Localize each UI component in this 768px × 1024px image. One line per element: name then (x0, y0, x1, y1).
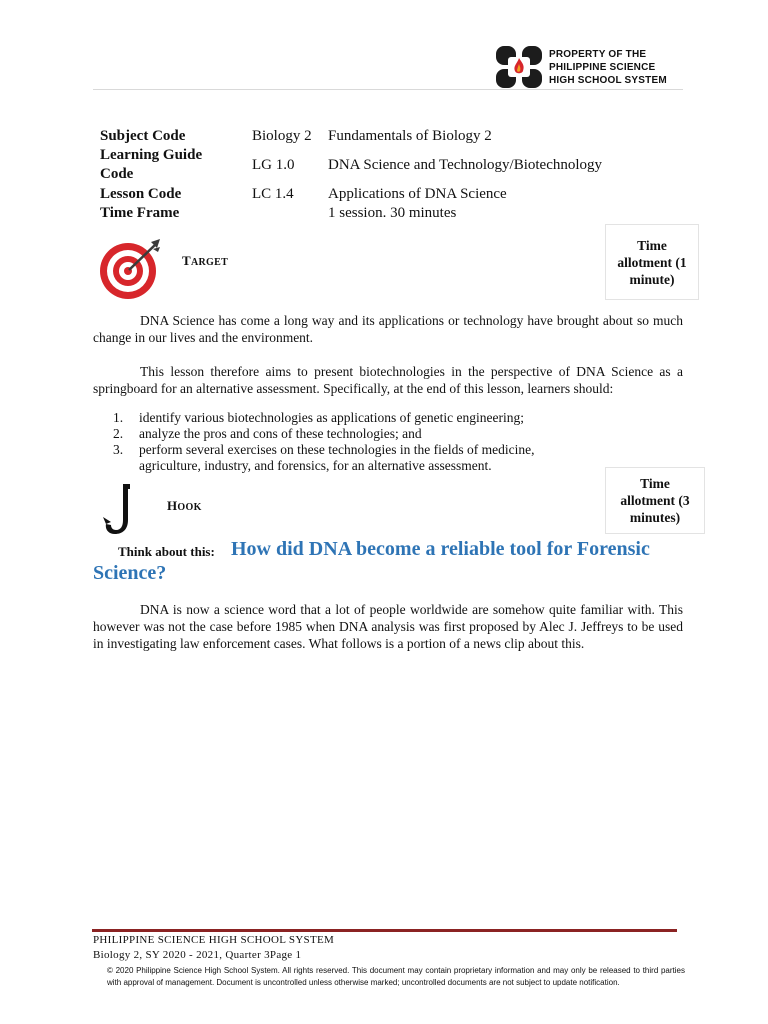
list-item (93, 426, 683, 442)
footer-divider (92, 929, 677, 932)
section-title-hook (167, 498, 202, 514)
info-label: Subject Code (100, 128, 186, 144)
list-item (93, 442, 683, 474)
paragraph-text: This lesson therefore aims to present biotechnologies in the perspective of DNA Science as a springboard for an alternative assessment. Specifically, at the end of this lesson, learners should: (93, 364, 683, 396)
paragraph-text: DNA is now a science word that a lot of people worldwide are somehow quite familiar with. This however was not the case before 1985 when DNA analysis was first proposed by Alec J. Jeffreys to be used in investigating law enforcement cases. What follows is a portion of a news clip about this. (93, 602, 683, 651)
logo-line-1: PROPERTY OF THE (549, 49, 647, 60)
list-item (93, 410, 683, 426)
objectives-list (93, 410, 683, 474)
info-code: LG 1.0 (252, 157, 295, 173)
list-number: 2. (113, 426, 124, 441)
body-paragraph (93, 601, 683, 652)
title-rest: ARGET (190, 257, 229, 268)
info-description: Applications of DNA Science (328, 186, 507, 202)
info-label: Learning Guide Code (100, 147, 203, 182)
logo-caption (549, 48, 699, 87)
intro-paragraph-2 (93, 363, 683, 397)
section-title-target (182, 253, 228, 269)
time-allotment-hook: Time allotment (3 minutes) (605, 467, 705, 534)
footer-page-info: Biology 2, SY 2020 - 2021, Quarter 3Page 1 (93, 949, 302, 961)
guiding-question: How did DNA become a reliable tool for Forensic Science? (93, 538, 650, 584)
list-number: 3. (113, 442, 124, 457)
think-label: Think about this: (118, 544, 215, 559)
paragraph-text: DNA Science has come a long way and its applications or technology have brought about so much change in our lives and the environment. (93, 313, 683, 345)
footer-school-name: PHILIPPINE SCIENCE HIGH SCHOOL SYSTEM (93, 934, 335, 946)
title-rest: OOK (177, 502, 202, 513)
info-label: Time Frame (100, 205, 180, 221)
intro-paragraph-1 (93, 312, 683, 346)
list-text: analyze the pros and cons of these technologies; and (139, 426, 422, 441)
info-code: Biology 2 (252, 128, 312, 144)
list-number: 1. (113, 410, 124, 425)
target-icon (98, 238, 162, 300)
info-description: Fundamentals of Biology 2 (328, 128, 492, 144)
logo-line-3: HIGH SCHOOL SYSTEM (549, 75, 667, 86)
title-initial: H (167, 498, 178, 513)
list-text: perform several exercises on these technologies in the fields of medicine, agriculture, industry, and forensics, for an alternative assessment. (139, 442, 535, 473)
copyright-notice: © 2020 Philippine Science High School System. All rights reserved. This document may contain proprietary information and may only be released to third parties with approval of management. Document is uncontrolled unless otherwise marked; uncontrolled documents are not subject to update notification. (107, 966, 685, 987)
info-description: 1 session. 30 minutes (328, 205, 457, 221)
info-label: Lesson Code (100, 186, 182, 202)
header-divider (93, 89, 683, 90)
info-description: DNA Science and Technology/Biotechnology (328, 157, 603, 173)
title-initial: T (182, 253, 191, 268)
logo-line-2: PHILIPPINE SCIENCE (549, 62, 656, 73)
time-allotment-target: Time allotment (1 minute) (605, 224, 699, 300)
list-text: identify various biotechnologies as applications of genetic engineering; (139, 410, 525, 425)
pshs-logo (495, 45, 543, 89)
info-code: LC 1.4 (252, 186, 294, 202)
hook-icon (102, 482, 144, 538)
